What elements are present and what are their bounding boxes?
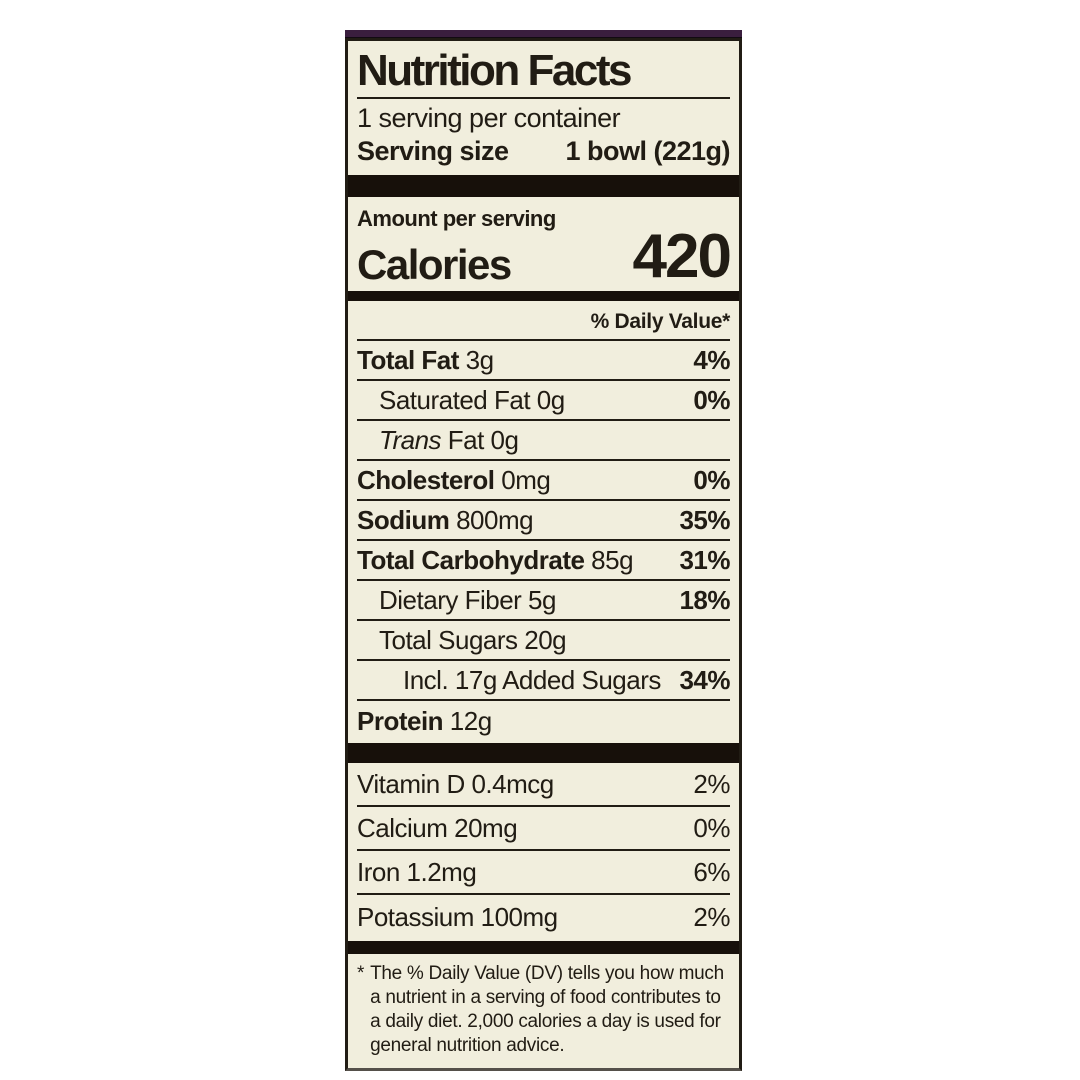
- nutrient-name: Total Carbohydrate 85g: [357, 544, 634, 575]
- nutrient-row: [357, 381, 730, 421]
- daily-value: 35%: [679, 504, 730, 535]
- divider-bar-thick: [348, 175, 739, 197]
- nutrient-name: Vitamin D 0.4mcg: [357, 768, 554, 799]
- divider-bar-footer: [348, 941, 739, 954]
- daily-value: 31%: [679, 544, 730, 575]
- nutrient-name: Incl. 17g Added Sugars: [403, 664, 661, 695]
- nutrient-name: Dietary Fiber 5g: [379, 584, 556, 615]
- daily-value: 6%: [693, 856, 730, 887]
- nutrient-row: [357, 621, 730, 661]
- serving-size-value: 1 bowl (221g): [565, 136, 730, 167]
- vitamin-row: [357, 807, 730, 851]
- daily-value: 2%: [693, 768, 730, 799]
- nutrient-name: Saturated Fat 0g: [379, 384, 565, 415]
- label-title: Nutrition Facts: [357, 47, 730, 99]
- nutrient-row: [357, 461, 730, 501]
- package-edge-strip: [345, 30, 742, 38]
- calories-row: [357, 222, 730, 292]
- footnote-asterisk: *: [357, 963, 365, 985]
- daily-value: 2%: [693, 901, 730, 932]
- nutrient-name: Trans Fat 0g: [379, 424, 519, 455]
- serving-size-label: Serving size: [357, 136, 509, 167]
- nutrient-row: [357, 661, 730, 701]
- vitamin-row: [357, 895, 730, 939]
- nutrient-name: Calcium 20mg: [357, 812, 518, 843]
- nutrient-name: Iron 1.2mg: [357, 856, 477, 887]
- daily-value: 0%: [693, 384, 730, 415]
- servings-per-container: 1 serving per container: [357, 103, 621, 134]
- nutrient-row: [357, 581, 730, 621]
- vitamin-row: [357, 763, 730, 807]
- divider-bar-section: [348, 743, 739, 763]
- daily-value-header: % Daily Value*: [357, 301, 730, 341]
- serving-size-row: [357, 136, 730, 167]
- nutrient-row: [357, 501, 730, 541]
- amount-per-serving-label: Amount per serving: [357, 206, 556, 232]
- nutrient-name: Total Sugars 20g: [379, 624, 567, 655]
- nutrient-row: [357, 701, 730, 741]
- nutrient-name: Cholesterol 0mg: [357, 464, 551, 495]
- daily-value: 0%: [693, 812, 730, 843]
- nutrient-rows: [357, 341, 730, 741]
- daily-value: 34%: [679, 664, 730, 695]
- nutrient-name: Sodium 800mg: [357, 504, 534, 535]
- nutrient-name: Potassium 100mg: [357, 901, 558, 932]
- nutrient-row: [357, 341, 730, 381]
- footnote: [357, 962, 730, 1058]
- nutrient-name: Protein 12g: [357, 705, 492, 736]
- nutrient-name: Total Fat 3g: [357, 344, 494, 375]
- vitamin-row: [357, 851, 730, 895]
- divider-bar-medium: [348, 291, 739, 301]
- vitamin-rows: [357, 763, 730, 939]
- daily-value: 0%: [693, 464, 730, 495]
- nutrition-facts-panel: [345, 30, 742, 1071]
- nutrition-label: [345, 38, 742, 1071]
- footnote-text: The % Daily Value (DV) tells you how much a nutrient in a serving of food contributes to a daily diet. 2,000 calories a day is used for general nutrition advice.: [370, 963, 724, 1057]
- nutrient-row: [357, 541, 730, 581]
- calories-value: 420: [632, 222, 730, 292]
- daily-value: 18%: [679, 584, 730, 615]
- nutrient-row: [357, 421, 730, 461]
- calories-label: Calories: [357, 241, 511, 289]
- daily-value: 4%: [693, 344, 730, 375]
